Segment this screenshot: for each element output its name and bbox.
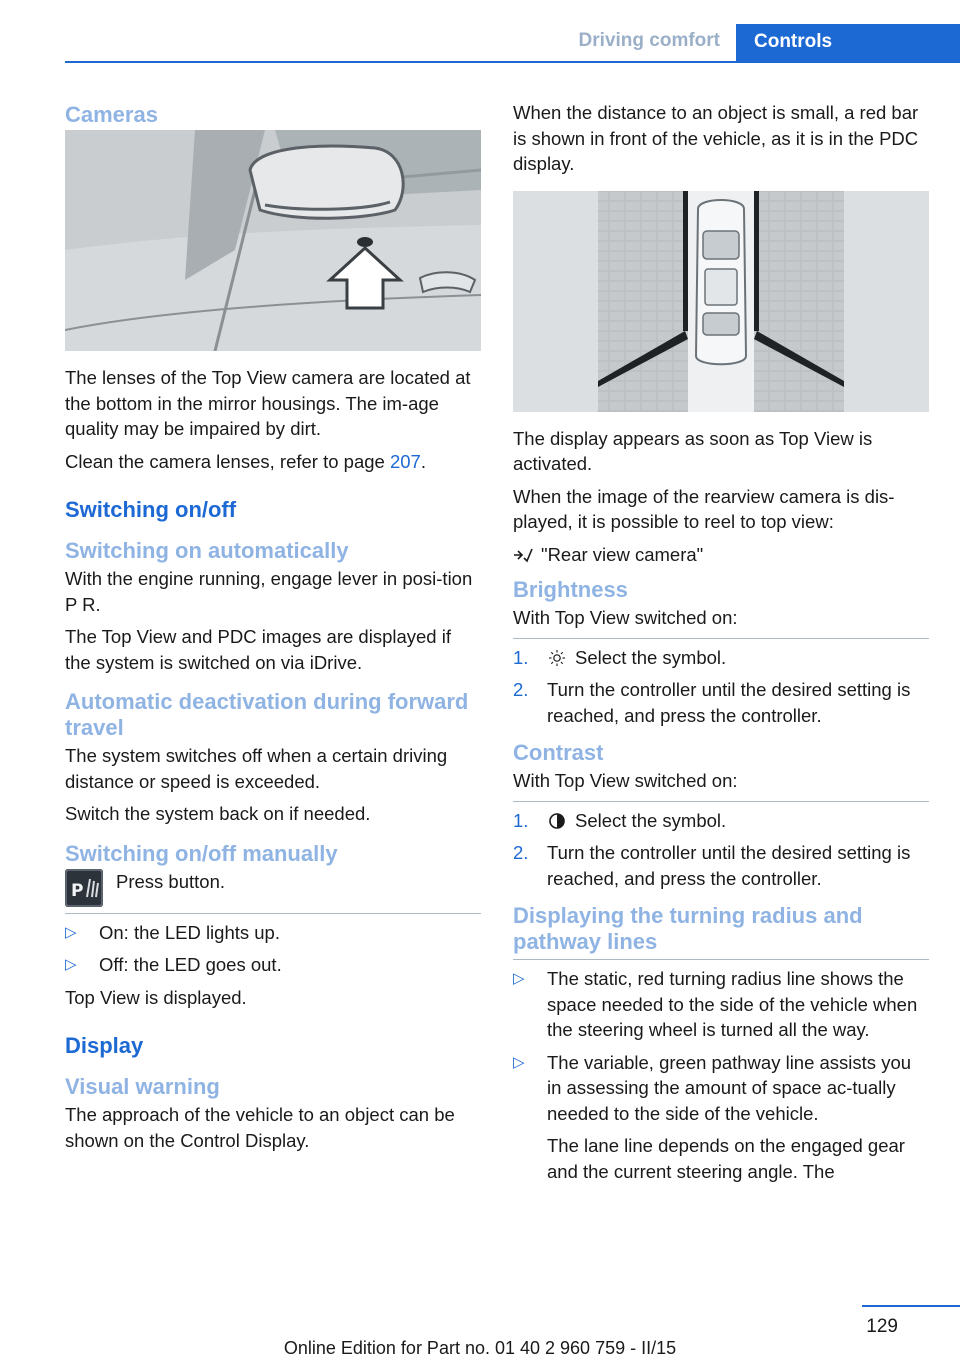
rear-camera-row [513, 542, 929, 568]
auto-paragraph-1: With the engine running, engage lever in posi‐tion P R. [65, 568, 473, 615]
list-item-text: The static, red turning radius line shows the space needed to the side of the vehicle when the steering wheel is turned all the way. [547, 968, 918, 1040]
list-item [513, 808, 929, 834]
top-view-display-illustration [513, 191, 929, 412]
top-view-parking-drawing [513, 191, 929, 412]
page-number: 129 [866, 1316, 898, 1337]
deactivation-heading: Automatic deactivation during forward travel [65, 689, 469, 740]
left-column [65, 100, 481, 1160]
manual-switching-heading: Switching on/off manually [65, 840, 338, 866]
contrast-steps [513, 808, 929, 892]
list-rule [513, 638, 929, 639]
list-item-text: Off: the LED goes out. [99, 954, 282, 975]
car-mirror-drawing [65, 130, 481, 351]
switching-heading: Switching on/off [65, 497, 237, 522]
cameras-heading: Cameras [65, 102, 158, 127]
contrast-icon [547, 811, 567, 829]
auto-switching-heading: Switching on automatically [65, 538, 349, 563]
visual-warning-heading: Visual warning [65, 1074, 220, 1099]
triangle-bullet-icon: ▷ [65, 923, 77, 941]
triangle-bullet-icon: ▷ [513, 1053, 525, 1071]
deactivation-paragraph-2: Switch the system back on if needed. [65, 803, 371, 824]
list-item [513, 966, 929, 1043]
mirror-camera-illustration [65, 130, 481, 351]
brightness-heading: Brightness [513, 577, 628, 602]
step-text: Turn the controller until the desired setting is reached, and press the controller. [547, 842, 911, 889]
list-item [65, 920, 481, 946]
header-chapter-tab: Controls [736, 24, 960, 62]
turning-radius-heading: Displaying the turning radius and pathway lines [513, 903, 863, 954]
cameras-paragraph-2 [65, 449, 481, 475]
list-item [513, 645, 929, 671]
lane-line-paragraph: The lane line depends on the engaged gear and the current steering angle. The [547, 1135, 905, 1182]
rear-camera-label: "Rear view camera" [541, 543, 704, 565]
press-button-text: Press button. [116, 870, 226, 892]
contrast-intro: With Top View switched on: [513, 770, 738, 791]
sun-icon [547, 648, 567, 666]
step-number: 2. [513, 842, 529, 863]
triangle-bullet-icon: ▷ [65, 956, 77, 973]
step-number: 2. [513, 679, 529, 700]
deactivation-paragraph-1: The system switches off when a certain driving distance or speed is exceeded. [65, 745, 448, 792]
step-text: Turn the controller until the desired setting is reached, and press the controller. [547, 679, 911, 726]
brightness-steps [513, 645, 929, 729]
brightness-intro: With Top View switched on: [513, 607, 738, 628]
manual-after-text: Top View is displayed. [65, 986, 247, 1008]
list-item [513, 677, 929, 728]
rearview-paragraph: When the image of the rearview camera is dis‐played, it is possible to reel to top view: [513, 485, 895, 532]
turning-lines-list [513, 966, 929, 1184]
cameras-paragraph-1: The lenses of the Top View camera are located at the bottom in the mirror housings. The im‐age quality may be impaired by dirt. [65, 367, 471, 439]
header-section-title: Driving comfort [578, 30, 720, 51]
list-item-text: The variable, green pathway line assists you in assessing the amount of space ac‐tually needed to the side of the vehicle. [547, 1051, 912, 1124]
list-rule [513, 801, 929, 802]
auto-paragraph-2: The Top View and PDC images are displayed if the system is switched on via iDrive. [65, 626, 451, 673]
footer-rule [862, 1305, 960, 1307]
cameras-p2-text: Clean the camera lenses, refer to page [65, 450, 390, 472]
list-item-text: On: the LED lights up. [99, 921, 280, 943]
red-bar-paragraph: When the distance to an object is small, a red bar is shown in front of the vehicle, as it is in the PDC display. [513, 102, 919, 174]
cameras-p2-end: . [420, 450, 426, 472]
svg-text:P: P [71, 880, 84, 901]
header-rule [65, 61, 960, 63]
list-rule [65, 913, 481, 914]
step-number: 1. [513, 646, 529, 668]
visual-warning-paragraph: The approach of the vehicle to an object can be shown on the Control Display. [65, 1104, 455, 1151]
display-appears-paragraph: The display appears as soon as Top View is activated. [513, 427, 873, 474]
edition-footer: Online Edition for Part no. 01 40 2 960 759 - II/15 [283, 1338, 677, 1358]
display-heading: Display [65, 1033, 144, 1058]
list-item [513, 1050, 929, 1185]
pdc-button-icon [65, 869, 103, 907]
list-rule [513, 959, 929, 960]
manual-led-list [65, 920, 481, 978]
step-text: Select the symbol. [575, 809, 727, 831]
list-item [513, 840, 929, 891]
step-number: 1. [513, 809, 529, 831]
page-reference-link[interactable]: 207 [389, 450, 421, 472]
contrast-heading: Contrast [513, 740, 604, 765]
triangle-bullet-icon: ▷ [513, 970, 525, 987]
page-header [0, 24, 960, 64]
right-column [513, 100, 929, 1191]
step-text: Select the symbol. [575, 646, 727, 668]
list-item [65, 952, 481, 978]
pdc-button-row [65, 869, 481, 907]
rear-camera-icon [513, 545, 533, 563]
